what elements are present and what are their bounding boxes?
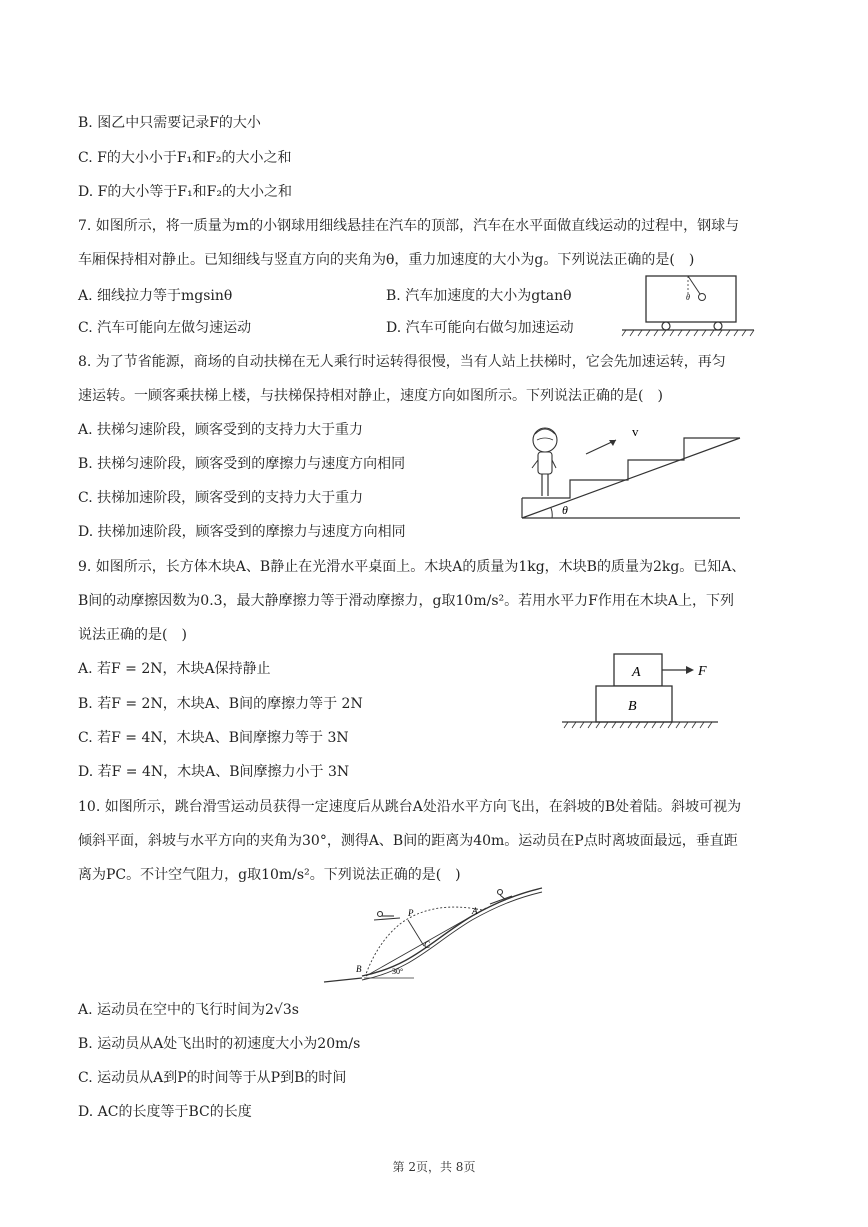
point-a-label: A: [472, 906, 478, 916]
q10-stem-line-1: 10. 如图所示，跳台滑雪运动员获得一定速度后从跳台A处沿水平方向飞出，在斜坡的B处着陆。斜坡可视为: [78, 799, 742, 815]
q8-option-c: C. 扶梯加速阶段，顾客受到的支持力大于重力: [78, 490, 364, 506]
car-body: [646, 276, 736, 322]
q7-car-figure: [618, 272, 758, 342]
block-a-label: A: [632, 665, 641, 680]
theta-label: θ: [562, 503, 568, 517]
q8-option-d: D. 扶梯加速阶段，顾客受到的摩擦力与速度方向相同: [78, 524, 406, 540]
q9-option-a: A. 若F = 2N，木块A保持静止: [78, 661, 271, 677]
left-wheel: [662, 322, 670, 330]
q10-option-a: A. 运动员在空中的飞行时间为2√3s: [78, 1002, 299, 1018]
q8-option-b: B. 扶梯匀速阶段，顾客受到的摩擦力与速度方向相同: [78, 456, 406, 472]
customer-figure: [532, 428, 557, 496]
q10-stem-line-2: 倾斜平面，斜坡与水平方向的夹角为30°，测得A、B间的距离为40m。运动员在P点时离坡面最远，垂直距: [78, 833, 738, 849]
pc-segment: [408, 920, 424, 946]
q9-option-d: D. 若F = 4N，木块A、B间摩擦力小于 3N: [78, 764, 350, 780]
angle-label: 30°: [392, 967, 404, 976]
q7-stem-line-2: 车厢保持相对静止。已知细线与竖直方向的夹角为θ，重力加速度的大小为g。下列说法正确的是( ): [78, 252, 695, 268]
q6-option-b: B. 图乙中只需要记录F的大小: [78, 115, 261, 131]
escalator-incline: [522, 438, 740, 518]
right-wheel: [714, 322, 722, 330]
q7-option-a: A. 细线拉力等于mgsinθ: [78, 288, 233, 304]
hanging-string: [688, 276, 700, 294]
q9-option-b: B. 若F = 2N，木块A、B间的摩擦力等于 2N: [78, 696, 363, 712]
q9-stem-line-2: B间的动摩擦因数为0.3，最大静摩擦力等于滑动摩擦力，g取10m/s²。若用水平力F作用在木块A上，下列: [78, 593, 734, 609]
point-c-label: C: [424, 940, 431, 950]
ground-hatching: [622, 330, 754, 336]
q7-option-d: D. 汽车可能向右做匀加速运动: [386, 320, 574, 336]
theta-label: θ: [686, 293, 690, 302]
point-b-label: B: [356, 964, 362, 974]
q7-option-b: B. 汽车加速度的大小为gtanθ: [386, 288, 572, 304]
angle-arc: [551, 508, 552, 518]
q10-option-b: B. 运动员从A处飞出时的初速度大小为20m/s: [78, 1036, 361, 1052]
q9-stem-line-3: 说法正确的是( ): [78, 627, 187, 643]
table-hatching: [564, 722, 712, 728]
velocity-label: v: [632, 424, 639, 439]
landing-ground: [324, 978, 362, 982]
q8-stem-line-2: 速运转。一顾客乘扶梯上楼，与扶梯保持相对静止，速度方向如图所示。下列说法正确的是( ): [78, 388, 663, 404]
steel-ball: [699, 294, 706, 301]
page-footer: 第 2页，共 8页: [392, 1160, 476, 1174]
force-arrowhead: [686, 666, 694, 674]
q9-stem-line-1: 9. 如图所示，长方体木块A、B静止在光滑水平桌面上。木块A的质量为1kg，木块B的质量为2kg。已知A、: [78, 559, 746, 575]
q10-option-c: C. 运动员从A到P的时间等于从P到B的时间: [78, 1070, 347, 1086]
q10-ski-jump-figure: [322, 880, 548, 990]
slope-lower-edge: [362, 892, 542, 980]
q6-option-d: D. F的大小等于F₁和F₂的大小之和: [78, 184, 292, 200]
force-label: F: [698, 664, 707, 679]
block-b-label: B: [628, 699, 637, 714]
q10-stem-line-3: 离为PC。不计空气阻力，g取10m/s²。下列说法正确的是( ): [78, 867, 461, 883]
q6-option-c: C. F的大小小于F₁和F₂的大小之和: [78, 150, 292, 166]
q7-option-c: C. 汽车可能向左做匀速运动: [78, 320, 252, 336]
q8-option-a: A. 扶梯匀速阶段，顾客受到的支持力大于重力: [78, 422, 364, 438]
q9-blocks-figure: [560, 652, 720, 734]
q8-stem-line-1: 8. 为了节省能源，商场的自动扶梯在无人乘行时运转得很慢，当有人站上扶梯时，它会先加速运转，再匀: [78, 354, 726, 370]
q9-option-c: C. 若F = 4N，木块A、B间摩擦力等于 3N: [78, 730, 349, 746]
skier-at-p-icon: [374, 912, 400, 921]
point-p-label: P: [408, 908, 414, 918]
q10-option-d: D. AC的长度等于BC的长度: [78, 1104, 252, 1120]
q7-stem-line-1: 7. 如图所示，将一质量为m的小钢球用细线悬挂在汽车的顶部，汽车在水平面做直线运动的过程中，钢球与: [78, 218, 740, 234]
q8-escalator-figure: [518, 420, 748, 524]
